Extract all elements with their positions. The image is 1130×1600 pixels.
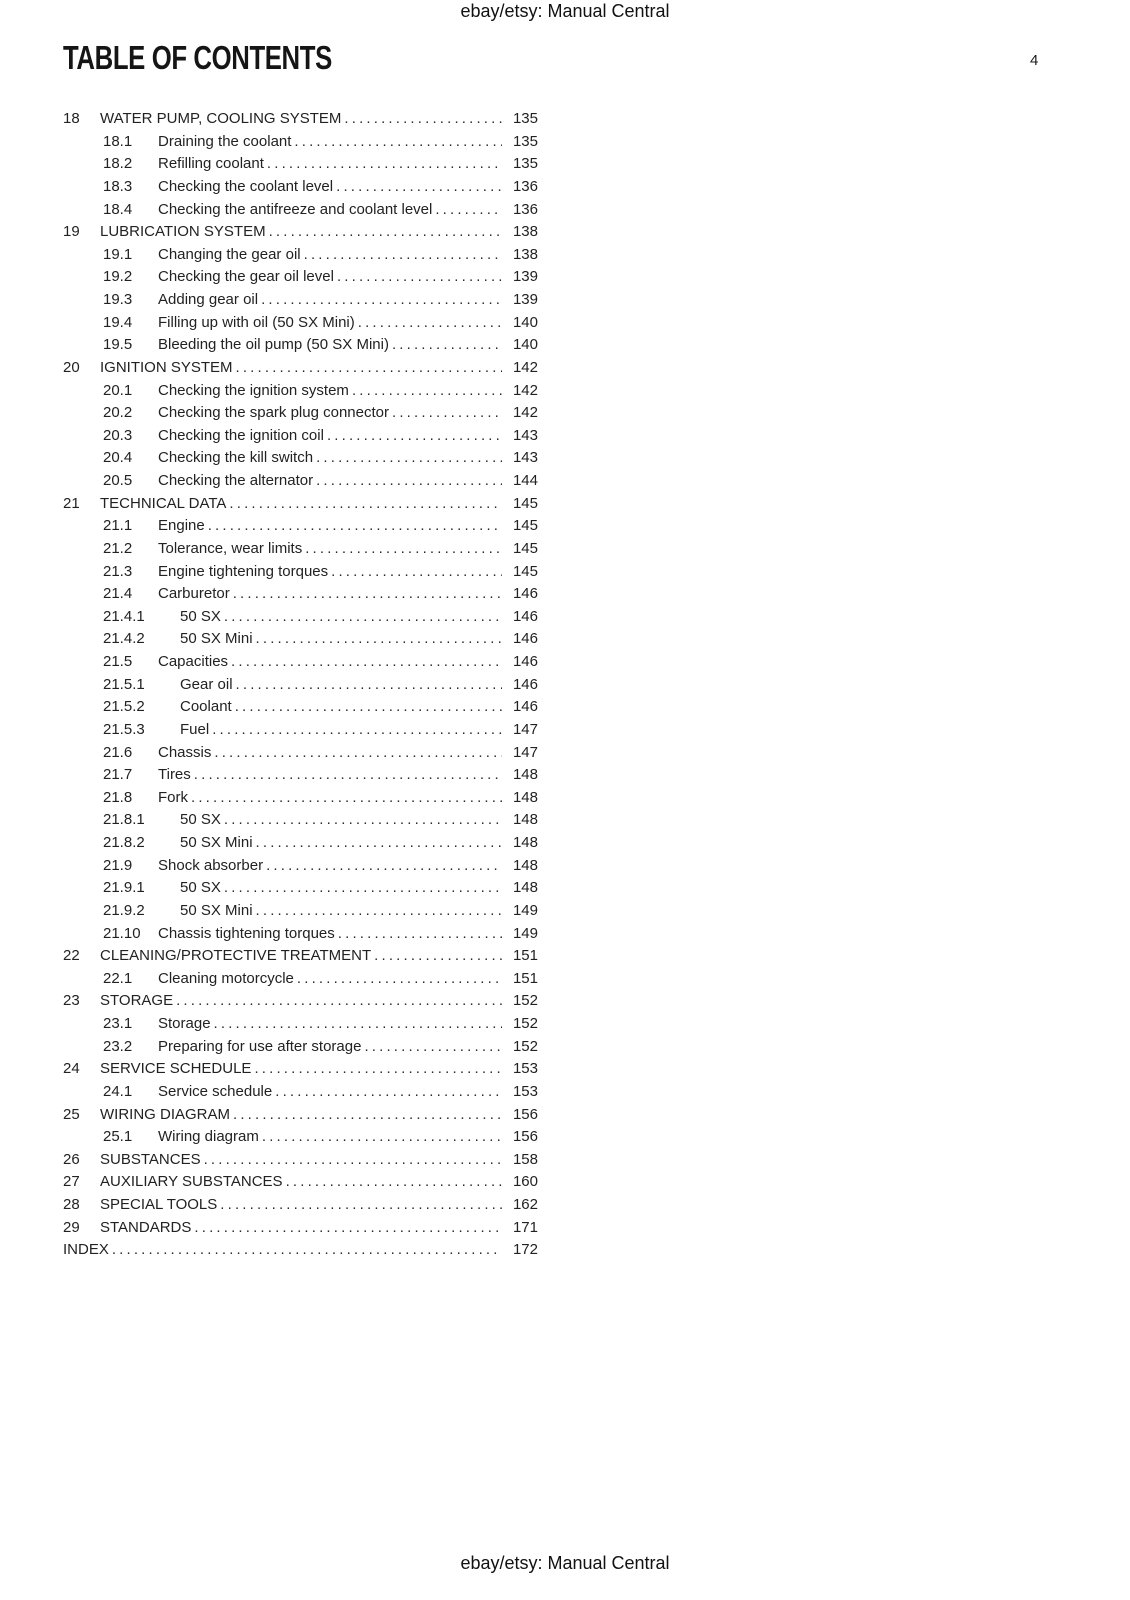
toc-entry-title: WIRING DIAGRAM bbox=[100, 1105, 230, 1123]
toc-dot-leader bbox=[269, 221, 502, 244]
toc-dot-leader bbox=[338, 923, 502, 946]
toc-dot-leader bbox=[231, 651, 502, 674]
toc-entry-number: 18.2 bbox=[103, 155, 133, 173]
toc-dot-leader bbox=[435, 199, 502, 222]
toc-entry-page: 143 bbox=[512, 449, 538, 467]
toc-entry-title: 50 SX bbox=[180, 879, 221, 897]
toc-entry-title: Cleaning motorcycle bbox=[158, 969, 294, 987]
toc-dot-leader bbox=[336, 176, 502, 199]
toc-dot-leader bbox=[286, 1171, 502, 1194]
toc-entry-page: 153 bbox=[512, 1060, 538, 1078]
toc-entry bbox=[63, 809, 538, 832]
toc-dot-leader bbox=[316, 447, 502, 470]
toc-entry-title: STANDARDS bbox=[100, 1218, 192, 1236]
toc-entry-page: 152 bbox=[512, 992, 538, 1010]
toc-entry bbox=[63, 380, 538, 403]
toc-entry-number: 23 bbox=[63, 992, 80, 1010]
toc-entry bbox=[63, 1171, 538, 1194]
toc-dot-leader bbox=[358, 312, 502, 335]
toc-entry bbox=[63, 1239, 538, 1262]
toc-entry-number: 21.4.1 bbox=[103, 607, 145, 625]
toc-entry-page: 162 bbox=[512, 1196, 538, 1213]
toc-entry-title: Checking the coolant level bbox=[158, 177, 334, 195]
toc-entry bbox=[63, 425, 538, 448]
toc-entry-page: 148 bbox=[512, 788, 538, 806]
toc-entry bbox=[63, 764, 538, 787]
toc-dot-leader bbox=[229, 493, 502, 516]
toc-entry-page: 147 bbox=[512, 743, 538, 761]
toc-entry-title: Service schedule bbox=[158, 1082, 273, 1100]
toc-entry-number: 21.8.1 bbox=[103, 811, 145, 829]
toc-entry-number: 27 bbox=[63, 1173, 80, 1191]
toc-entry-number: 24.1 bbox=[103, 1082, 133, 1100]
toc-entry-title: Chassis tightening torques bbox=[158, 924, 335, 942]
toc-entry-page: 142 bbox=[512, 358, 538, 376]
toc-entry-title: Fuel bbox=[180, 720, 210, 738]
toc-entry-page: 139 bbox=[512, 291, 538, 308]
toc-entry-number: 19.5 bbox=[103, 336, 133, 354]
toc-dot-leader bbox=[262, 1126, 502, 1149]
toc-entry-page: 135 bbox=[512, 110, 538, 127]
toc-entry-title: LUBRICATION SYSTEM bbox=[100, 223, 266, 241]
toc-entry-number: 18.4 bbox=[103, 200, 133, 218]
toc-entry bbox=[63, 696, 538, 719]
toc-entry-title: STORAGE bbox=[100, 992, 174, 1010]
toc-entry-page: 148 bbox=[512, 856, 538, 874]
toc-entry-title: Engine tightening torques bbox=[158, 562, 329, 580]
toc-entry bbox=[63, 606, 538, 629]
toc-dot-leader bbox=[233, 583, 502, 606]
toc-entry-title: Gear oil bbox=[180, 675, 233, 693]
toc-entry-title: 50 SX Mini bbox=[180, 630, 253, 648]
toc-entry-page: 146 bbox=[512, 675, 538, 693]
toc-entry-page: 145 bbox=[512, 562, 538, 580]
toc-entry-title: Tires bbox=[158, 766, 191, 784]
toc-entry bbox=[63, 583, 538, 606]
toc-entry-title: Engine bbox=[158, 517, 205, 535]
toc-entry-number: 19.2 bbox=[103, 268, 133, 286]
toc-entry-number: 23.1 bbox=[103, 1015, 133, 1032]
toc-entry bbox=[63, 900, 538, 923]
toc-dot-leader bbox=[220, 1194, 502, 1217]
toc-entry-number: 21.5.2 bbox=[103, 698, 145, 716]
toc-entry-number: 25.1 bbox=[103, 1128, 133, 1146]
toc-entry-title: Chassis bbox=[158, 743, 212, 761]
toc-dot-leader bbox=[337, 266, 502, 289]
toc-entry-number: 21.5.3 bbox=[103, 720, 145, 738]
toc-entry-number: 21.1 bbox=[103, 517, 133, 535]
toc-entry bbox=[63, 221, 538, 244]
toc-dot-leader bbox=[208, 515, 502, 538]
toc-entry bbox=[63, 719, 538, 742]
toc-entry-number: 21.7 bbox=[103, 766, 133, 784]
toc-dot-leader bbox=[275, 1081, 502, 1104]
toc-entry-page: 142 bbox=[512, 404, 538, 422]
toc-entry-page: 140 bbox=[512, 336, 538, 354]
toc-dot-leader bbox=[233, 1104, 502, 1127]
toc-entry bbox=[63, 561, 538, 584]
toc-entry-number: 21.3 bbox=[103, 562, 133, 580]
toc-entry bbox=[63, 651, 538, 674]
toc-entry bbox=[63, 787, 538, 810]
toc-entry bbox=[63, 1104, 538, 1127]
toc-entry-title: 50 SX Mini bbox=[180, 834, 253, 851]
toc-entry-page: 136 bbox=[512, 200, 538, 218]
toc-entry-number: 21.8.2 bbox=[103, 834, 145, 851]
toc-entry-page: 158 bbox=[512, 1150, 538, 1168]
toc-dot-leader bbox=[392, 402, 502, 425]
toc-entry-page: 145 bbox=[512, 539, 538, 557]
toc-entry bbox=[63, 515, 538, 538]
toc-entry-page: 136 bbox=[512, 177, 538, 195]
toc-dot-leader bbox=[294, 131, 502, 154]
toc-entry bbox=[63, 742, 538, 765]
toc-entry bbox=[63, 153, 538, 176]
toc-entry-number: 21 bbox=[63, 494, 80, 512]
toc-entry-page: 151 bbox=[512, 947, 538, 965]
toc-entry bbox=[63, 131, 538, 154]
toc-dot-leader bbox=[364, 1036, 502, 1059]
toc-entry-page: 146 bbox=[512, 653, 538, 670]
toc-entry-title: 50 SX Mini bbox=[180, 901, 253, 919]
toc-dot-leader bbox=[297, 968, 502, 991]
toc-dot-leader bbox=[194, 764, 502, 787]
toc-entry-number: 18 bbox=[63, 110, 80, 127]
toc-entry bbox=[63, 289, 538, 312]
toc-entry-title: Tolerance, wear limits bbox=[158, 539, 303, 557]
toc-entry bbox=[63, 1149, 538, 1172]
toc-dot-leader bbox=[204, 1149, 502, 1172]
toc-entry-title: IGNITION SYSTEM bbox=[100, 358, 233, 376]
toc-dot-leader bbox=[266, 855, 502, 878]
toc-entry bbox=[63, 447, 538, 470]
toc-entry-title: Filling up with oil (50 SX Mini) bbox=[158, 313, 355, 331]
toc-entry-page: 147 bbox=[512, 720, 538, 738]
toc-dot-leader bbox=[214, 742, 502, 765]
toc-entry bbox=[63, 832, 538, 855]
toc-dot-leader bbox=[224, 809, 502, 832]
toc-entry-number: 19 bbox=[63, 223, 80, 241]
toc-dot-leader bbox=[224, 606, 502, 629]
toc-entry bbox=[63, 674, 538, 697]
toc-dot-leader bbox=[316, 470, 502, 493]
toc-entry bbox=[63, 1126, 538, 1149]
toc-entry-number: 21.8 bbox=[103, 788, 133, 806]
toc-entry-title: CLEANING/PROTECTIVE TREATMENT bbox=[100, 947, 372, 965]
toc-entry-page: 156 bbox=[512, 1105, 538, 1123]
toc-entry-title: Checking the ignition coil bbox=[158, 426, 324, 444]
toc-entry-title: Checking the antifreeze and coolant level bbox=[158, 200, 433, 218]
toc-entry-page: 142 bbox=[512, 381, 538, 399]
toc-entry bbox=[63, 199, 538, 222]
toc-entry-number: 21.9.1 bbox=[103, 879, 145, 897]
toc-entry bbox=[63, 855, 538, 878]
toc-dot-leader bbox=[304, 244, 502, 267]
toc-entry bbox=[63, 334, 538, 357]
toc-entry-page: 149 bbox=[512, 924, 538, 942]
toc-entry-number: 20.5 bbox=[103, 472, 133, 489]
toc-entry-page: 140 bbox=[512, 313, 538, 331]
toc-entry-number: 21.5.1 bbox=[103, 675, 145, 693]
toc-dot-leader bbox=[212, 719, 502, 742]
toc-entry-number: 22.1 bbox=[103, 969, 133, 987]
toc-entry bbox=[63, 990, 538, 1013]
page-title: TABLE OF CONTENTS bbox=[63, 39, 332, 76]
toc-entry bbox=[63, 1013, 538, 1036]
toc-dot-leader bbox=[256, 900, 502, 923]
toc-entry bbox=[63, 244, 538, 267]
toc-entry-title: INDEX bbox=[63, 1241, 109, 1259]
toc-entry bbox=[63, 968, 538, 991]
toc-entry bbox=[63, 108, 538, 131]
toc-entry-page: 138 bbox=[512, 223, 538, 241]
toc-entry-page: 148 bbox=[512, 879, 538, 897]
toc-dot-leader bbox=[254, 1058, 502, 1081]
toc-entry-title: SERVICE SCHEDULE bbox=[100, 1060, 252, 1078]
toc-entry-page: 149 bbox=[512, 901, 538, 919]
toc-entry-number: 22 bbox=[63, 947, 80, 965]
toc-entry-number: 19.1 bbox=[103, 245, 133, 263]
toc-entry-number: 28 bbox=[63, 1196, 80, 1213]
toc-entry-number: 19.4 bbox=[103, 313, 133, 331]
toc-dot-leader bbox=[374, 945, 502, 968]
toc-entry bbox=[63, 176, 538, 199]
toc-dot-leader bbox=[256, 832, 502, 855]
toc-entry-title: Refilling coolant bbox=[158, 155, 264, 173]
toc-entry-title: Checking the spark plug connector bbox=[158, 404, 389, 422]
toc-entry-page: 146 bbox=[512, 607, 538, 625]
toc-entry-title: Fork bbox=[158, 788, 188, 806]
toc-dot-leader bbox=[305, 538, 502, 561]
toc-entry-page: 135 bbox=[512, 155, 538, 173]
toc-entry-page: 156 bbox=[512, 1128, 538, 1146]
header-watermark: ebay/etsy: Manual Central bbox=[460, 1, 670, 21]
toc-entry-title: AUXILIARY SUBSTANCES bbox=[100, 1173, 283, 1191]
toc-entry-title: SUBSTANCES bbox=[100, 1150, 201, 1168]
toc-entry-page: 146 bbox=[512, 698, 538, 716]
toc-entry-title: Wiring diagram bbox=[158, 1128, 259, 1146]
toc-entry-number: 21.5 bbox=[103, 653, 133, 670]
toc-entry bbox=[63, 923, 538, 946]
toc-entry-number: 18.3 bbox=[103, 177, 133, 195]
toc-dot-leader bbox=[191, 787, 502, 810]
footer-watermark: ebay/etsy: Manual Central bbox=[460, 1553, 670, 1573]
toc-entry-page: 139 bbox=[512, 268, 538, 286]
toc-entry-title: TECHNICAL DATA bbox=[100, 494, 227, 512]
toc-entry-number: 20.3 bbox=[103, 426, 133, 444]
toc-entry-number: 19.3 bbox=[103, 291, 133, 308]
toc-entry-title: 50 SX bbox=[180, 607, 221, 625]
toc-entry-title: Adding gear oil bbox=[158, 291, 259, 308]
toc-dot-leader bbox=[214, 1013, 502, 1036]
toc-entry-page: 145 bbox=[512, 517, 538, 535]
toc-dot-leader bbox=[256, 628, 502, 651]
toc-entry-page: 144 bbox=[512, 472, 538, 489]
toc-dot-leader bbox=[176, 990, 502, 1013]
toc-entry-number: 21.4 bbox=[103, 585, 133, 603]
toc-entry bbox=[63, 1036, 538, 1059]
toc-entry-title: Checking the gear oil level bbox=[158, 268, 334, 286]
toc-entry-title: Shock absorber bbox=[158, 856, 264, 874]
toc-entry-number: 21.9 bbox=[103, 856, 133, 874]
toc-dot-leader bbox=[331, 561, 502, 584]
toc-entry-number: 20.1 bbox=[103, 381, 133, 399]
toc-dot-leader bbox=[224, 877, 502, 900]
toc-entry bbox=[63, 628, 538, 651]
toc-dot-leader bbox=[352, 380, 502, 403]
toc-entry-page: 145 bbox=[512, 494, 538, 512]
toc-entry-page: 135 bbox=[512, 132, 538, 150]
toc-entry-page: 148 bbox=[512, 834, 538, 851]
toc-entry bbox=[63, 877, 538, 900]
toc-entry-number: 29 bbox=[63, 1218, 80, 1236]
toc-entry-title: 50 SX bbox=[180, 811, 221, 829]
toc-entry bbox=[63, 1217, 538, 1240]
toc-entry-number: 24 bbox=[63, 1060, 80, 1078]
toc-entry-title: Changing the gear oil bbox=[158, 245, 301, 263]
toc-entry bbox=[63, 945, 538, 968]
toc-entry-number: 21.10 bbox=[103, 924, 141, 942]
toc-entry-number: 21.2 bbox=[103, 539, 133, 557]
toc-dot-leader bbox=[392, 334, 502, 357]
toc-entry-title: Checking the ignition system bbox=[158, 381, 349, 399]
toc-entry bbox=[63, 266, 538, 289]
toc-entry-number: 21.6 bbox=[103, 743, 133, 761]
toc-entry-number: 20.2 bbox=[103, 404, 133, 422]
toc-entry-number: 26 bbox=[63, 1150, 80, 1168]
toc-dot-leader bbox=[267, 153, 502, 176]
toc-entry-number: 21.4.2 bbox=[103, 630, 145, 648]
toc-entry-page: 146 bbox=[512, 630, 538, 648]
toc-entry-title: Draining the coolant bbox=[158, 132, 292, 150]
toc-entry bbox=[63, 1081, 538, 1104]
toc-entry-page: 143 bbox=[512, 426, 538, 444]
toc-entry-title: Carburetor bbox=[158, 585, 230, 603]
toc-entry-title: WATER PUMP, COOLING SYSTEM bbox=[100, 110, 342, 127]
toc-entry-page: 160 bbox=[512, 1173, 538, 1191]
toc-entry bbox=[63, 312, 538, 335]
toc-entry-title: Coolant bbox=[180, 698, 232, 716]
toc-entry-page: 152 bbox=[512, 1015, 538, 1032]
toc-dot-leader bbox=[327, 425, 502, 448]
toc-entry bbox=[63, 470, 538, 493]
toc-entry-page: 151 bbox=[512, 969, 538, 987]
toc-entry-page: 138 bbox=[512, 245, 538, 263]
toc-entry-number: 25 bbox=[63, 1105, 80, 1123]
toc-entry bbox=[63, 357, 538, 380]
toc-entry-page: 171 bbox=[512, 1218, 538, 1236]
toc-entry-title: Capacities bbox=[158, 653, 229, 670]
toc-dot-leader bbox=[236, 357, 502, 380]
toc-entry-page: 148 bbox=[512, 766, 538, 784]
toc-dot-leader bbox=[261, 289, 502, 312]
toc-dot-leader bbox=[236, 674, 502, 697]
toc-entry bbox=[63, 1058, 538, 1081]
toc-entry-title: Preparing for use after storage bbox=[158, 1037, 362, 1055]
toc-entry-page: 146 bbox=[512, 585, 538, 603]
toc-entry-number: 20.4 bbox=[103, 449, 133, 467]
toc-entry-page: 172 bbox=[512, 1241, 538, 1259]
toc-entry-title: SPECIAL TOOLS bbox=[100, 1196, 218, 1213]
toc-entry-title: Checking the kill switch bbox=[158, 449, 314, 467]
toc-dot-leader bbox=[344, 108, 502, 131]
toc-entry-number: 21.9.2 bbox=[103, 901, 145, 919]
toc-entry-title: Storage bbox=[158, 1015, 211, 1032]
toc-entry-title: Bleeding the oil pump (50 SX Mini) bbox=[158, 336, 389, 354]
page-number: 4 bbox=[1030, 52, 1039, 69]
toc-entry-page: 153 bbox=[512, 1082, 538, 1100]
toc-entry bbox=[63, 493, 538, 516]
toc-dot-leader bbox=[194, 1217, 502, 1240]
toc-entry-number: 23.2 bbox=[103, 1037, 133, 1055]
toc-list bbox=[63, 108, 538, 1262]
toc-entry-page: 148 bbox=[512, 811, 538, 829]
toc-dot-leader bbox=[112, 1239, 502, 1262]
toc-entry-title: Checking the alternator bbox=[158, 472, 314, 489]
toc-dot-leader bbox=[235, 696, 502, 719]
toc-entry-page: 152 bbox=[512, 1037, 538, 1055]
toc-entry bbox=[63, 402, 538, 425]
toc-entry-number: 20 bbox=[63, 358, 80, 376]
toc-entry-number: 18.1 bbox=[103, 132, 133, 150]
toc-entry bbox=[63, 538, 538, 561]
toc-entry bbox=[63, 1194, 538, 1217]
